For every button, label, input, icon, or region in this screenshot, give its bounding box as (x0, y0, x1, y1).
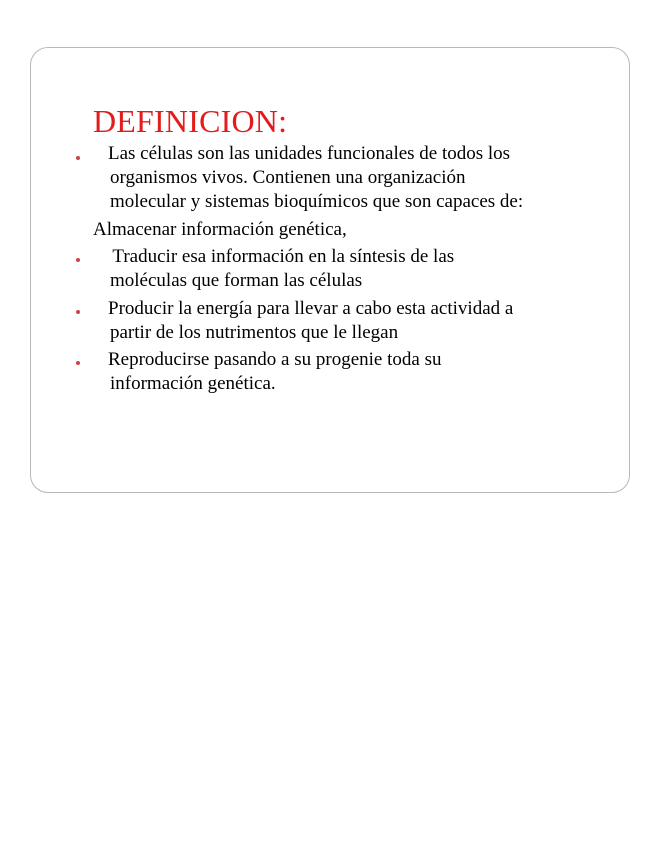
bullet-dot-icon (76, 156, 80, 160)
list-item (93, 218, 347, 242)
list-item-line: Producir la energía para llevar a cabo esta actividad a (108, 298, 514, 319)
list-item-line: Traducir esa información en la síntesis de las (108, 246, 455, 267)
list-item-line: partir de los nutrimentos que le llegan (110, 322, 399, 343)
list-item-line: moléculas que forman las células (110, 270, 363, 291)
list-item (108, 348, 441, 396)
bullet-dot-icon (76, 361, 80, 365)
list-item-line: Almacenar información genética, (93, 219, 347, 240)
list-item-line: información genética. (110, 373, 276, 394)
list-item-line: molecular y sistemas bioquímicos que son capaces de: (110, 191, 524, 212)
bullet-dot-icon (76, 258, 80, 262)
list-item-line: Reproducirse pasando a su progenie toda su (108, 349, 442, 370)
list-item (108, 245, 454, 293)
list-item (108, 142, 523, 214)
slide-title: DEFINICION: (93, 103, 288, 139)
bullet-dot-icon (76, 310, 80, 314)
list-item (108, 297, 513, 345)
list-item-line: Las células son las unidades funcionales de todos los (108, 143, 511, 164)
list-item-line: organismos vivos. Contienen una organización (110, 167, 466, 188)
